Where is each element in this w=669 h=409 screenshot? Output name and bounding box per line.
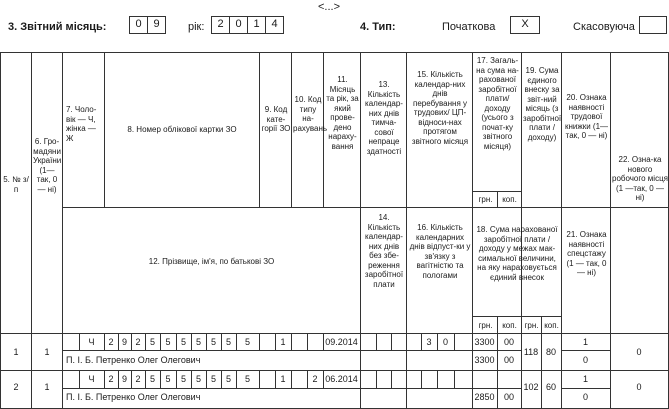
card-digit: 5 (180, 337, 186, 347)
card-digit: 5 (210, 374, 216, 384)
row-c19-grn: 102 (523, 382, 539, 392)
row-category: 1 (280, 337, 286, 347)
col-15-heading: 15. Кількість календар-них днів перебування у трудових/ ЦП-відноси-нах протягом звітного місяця (411, 70, 469, 146)
year-digit: 2 (211, 16, 230, 34)
card-digit: 9 (121, 337, 127, 347)
row-gender: Ч (88, 337, 95, 347)
card-digit: 9 (121, 374, 127, 384)
row-c15: 3 (426, 337, 432, 347)
row-c19-kop: 80 (545, 347, 556, 357)
card-digit: 5 (149, 374, 155, 384)
row-period: 09.2014 (325, 337, 358, 347)
col-6-heading: 6. Гро-мадяни України (1— так, 0 — ні) (33, 137, 62, 194)
card-digit: 5 (195, 337, 201, 347)
row-c17-grn: 3300 (474, 337, 495, 347)
row-c17-kop: 00 (503, 337, 514, 347)
month-digit: 0 (129, 16, 148, 34)
month-digit: 9 (147, 16, 166, 34)
col-13-heading: 13. Кількість календар-них днів тимча-сової непраце здатності (365, 80, 403, 156)
col-18-heading: 18. Сума нарахованої заробітної плати / доходу у межах мак-симальної величини, на яку нараховується єдиний внесок (476, 225, 558, 282)
card-digit: 5 (225, 337, 231, 347)
row-c16: 0 (442, 337, 448, 347)
col-9-heading: 9. Код кате-горії ЗО (261, 105, 291, 133)
col-8-heading: 8. Номер облікової картки ЗО (127, 125, 237, 134)
card-digit: 5 (180, 374, 186, 384)
row-category: 1 (280, 374, 286, 384)
col-22-heading: 22. Озна-ка нового робочого місця (1 —так, 0 — ні) (612, 155, 668, 202)
row-citizen: 1 (44, 347, 50, 357)
row-number: 2 (13, 382, 19, 392)
col-21-heading: 21. Ознака наявності спецстажу (1 — так, 0 — ні) (566, 230, 607, 277)
col-17-grn: грн. (478, 195, 493, 204)
initial-checkbox[interactable]: X (510, 16, 540, 34)
year-digit: 1 (247, 16, 266, 34)
col-19-grn: грн. (524, 321, 539, 330)
col-5-heading: 5. № з/п (3, 175, 29, 194)
col-7-heading: 7. Чоло-вік — Ч, жінка — Ж (66, 105, 97, 143)
cancel-label: Скасовуюча (573, 21, 635, 33)
col-17-heading: 17. Загаль-на сума на-рахованої заробітної плати/ доходу (усього з почат-ку звітного місяця) (476, 56, 519, 151)
card-digit: 5 (210, 337, 216, 347)
card-digit: 5 (244, 374, 250, 384)
col-16-heading: 16. Кількість календарних днів відпуст-ки у зв'язку з вагітністю та пологами (409, 223, 471, 280)
month-label: 3. Звітний місяць: (8, 21, 107, 33)
row-gender: Ч (88, 374, 95, 384)
row-c19-kop: 60 (545, 382, 556, 392)
col-12-heading: 12. Прізвище, ім'я, по батькові ЗО (148, 257, 275, 266)
year-label: рік: (188, 21, 205, 33)
row-accrual-type: 2 (312, 374, 318, 384)
row-c19-grn: 118 (523, 347, 539, 357)
card-digit: 5 (225, 374, 231, 384)
row-c21: 0 (582, 355, 588, 365)
row-c18-grn: 2850 (474, 392, 495, 402)
row-c18-kop: 00 (503, 355, 514, 365)
col-18-grn: грн. (478, 321, 493, 330)
year-digit: 0 (229, 16, 248, 34)
col-17-kop: коп. (502, 195, 517, 204)
col-11-heading: 11. Місяць та рік, за який прове-дено нараху-вання (326, 75, 359, 151)
card-digit: 5 (244, 337, 250, 347)
col-18-kop: коп. (502, 321, 517, 330)
row-c18-kop: 00 (503, 392, 514, 402)
row-number: 1 (13, 347, 19, 357)
row-name: П. І. Б. Петренко Олег Олегович (66, 392, 201, 402)
card-digit: 5 (195, 374, 201, 384)
row-citizen: 1 (44, 382, 50, 392)
card-digit: 2 (135, 374, 141, 384)
col-20-heading: 20. Ознака наявності трудової книжки (1— так, 0 — ні) (564, 93, 609, 140)
row-c22: 0 (636, 382, 642, 392)
type-label: 4. Тип: (360, 21, 396, 33)
row-period: 06.2014 (325, 374, 358, 384)
row-c18-grn: 3300 (474, 355, 495, 365)
card-digit: 5 (165, 374, 171, 384)
card-digit: 2 (108, 337, 114, 347)
initial-label: Початкова (442, 21, 496, 33)
card-digit: 5 (149, 337, 155, 347)
year-digit: 4 (265, 16, 284, 34)
row-name: П. І. Б. Петренко Олег Олегович (66, 355, 201, 365)
ellipsis: <...> (318, 1, 341, 13)
row-c21: 0 (582, 392, 588, 402)
col-10-heading: 10. Код типу на-рахувань (293, 95, 328, 133)
row-c22: 0 (636, 347, 642, 357)
row-c20: 1 (582, 337, 588, 347)
col-14-heading: 14. Кількість календар-них днів без збе-реження заробітної плати (364, 213, 404, 289)
card-digit: 2 (108, 374, 114, 384)
col-19-kop: коп. (544, 321, 559, 330)
row-c20: 1 (582, 374, 588, 384)
card-digit: 5 (165, 337, 171, 347)
card-digit: 2 (135, 337, 141, 347)
col-19-heading: 19. Сума єдиного внеску за звіт-ний місяць (з заробітної плати / доходу) (523, 66, 562, 142)
